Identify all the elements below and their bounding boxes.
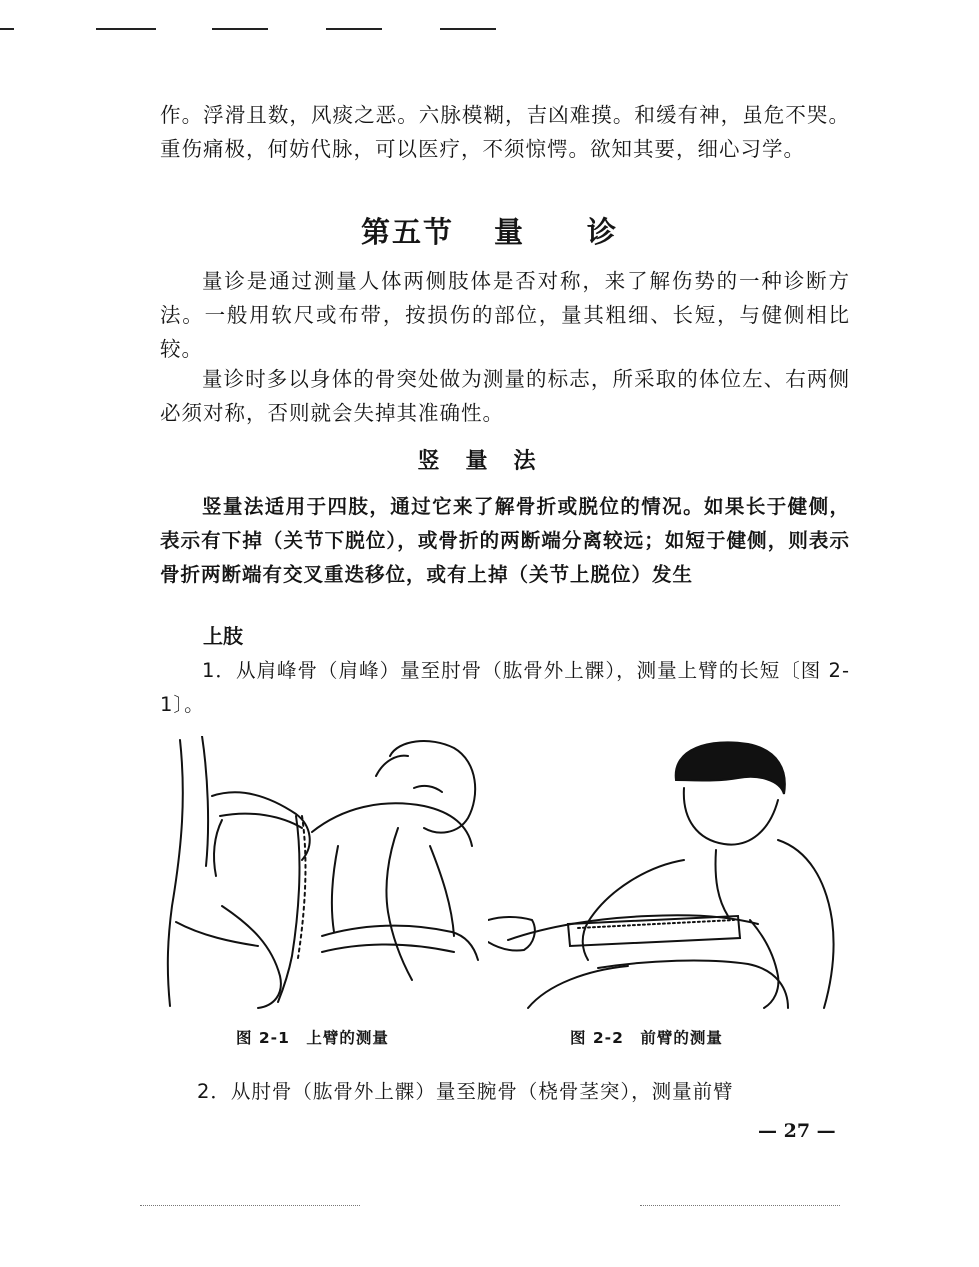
subsection-title: 竖量法 xyxy=(417,448,562,474)
scan-line xyxy=(212,28,268,30)
figure-2-1-caption: 图 2-1 上臂的测量 xyxy=(236,1029,389,1047)
item-2-paragraph: 2．从肘骨（肱骨外上髁）量至腕骨（桡骨茎突），测量前臂 xyxy=(197,1080,734,1103)
scan-line xyxy=(440,28,496,30)
scan-artifact xyxy=(640,1205,840,1207)
upper-limb-heading: 上肢 xyxy=(203,624,243,648)
vertical-measure-paragraph: 竖量法适用于四肢，通过它来了解骨折或脱位的情况。如果长于健侧，表示有下掉（关节下脱位），或骨折的两断端分离较远；如短于健侧，则表示骨折两断端有交叉重迭移位，或有上掉（关节上脱位）发生 xyxy=(160,495,850,586)
section-title-char-1: 量 xyxy=(493,215,525,249)
intro-paragraph-1: 量诊是通过测量人体两侧肢体是否对称，来了解伤势的一种诊断方法。一般用软尺或布带，按损伤的部位，量其粗细、长短，与健侧相比较。 xyxy=(160,269,850,361)
item-1-paragraph: 1．从肩峰骨（肩峰）量至肘骨（肱骨外上髁），测量上臂的长短〔图 2-1〕。 xyxy=(160,659,850,716)
scan-line xyxy=(326,28,382,30)
section-number: 第五节 xyxy=(360,215,454,249)
section-title xyxy=(0,210,979,251)
figure-upper-arm-measurement xyxy=(162,736,482,1012)
scan-line xyxy=(0,28,14,30)
page-number: — 27 — xyxy=(758,1120,836,1142)
continued-paragraph: 作。浮滑且数，风痰之恶。六脉模糊，吉凶难摸。和缓有神，虽危不哭。重伤痛极，何妨代脉，可以医疗，不须惊愕。欲知其要，细心习学。 xyxy=(160,103,850,161)
section-title-char-2: 诊 xyxy=(587,215,619,249)
figure-2-2-caption: 图 2-2 前臂的测量 xyxy=(570,1029,723,1047)
intro-paragraph-2: 量诊时多以身体的骨突处做为测量的标志，所采取的体位左、右两侧必须对称，否则就会失掉其准确性。 xyxy=(160,367,850,425)
scan-line xyxy=(96,28,156,30)
scan-artifact xyxy=(140,1205,360,1207)
figure-forearm-measurement xyxy=(488,740,838,1012)
